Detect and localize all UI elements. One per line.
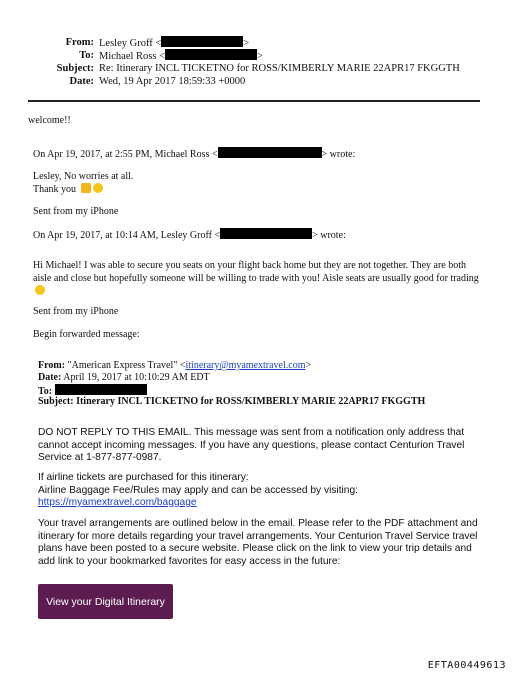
forwarded-from-row <box>38 360 311 372</box>
forwarded-subject-value: Itinerary INCL TICKETNO for ROSS/KIMBERLY MARIE 22APR17 FKGGTH <box>76 396 426 407</box>
document-id: EFTA00449613 <box>427 660 506 671</box>
quote-line-2 <box>33 228 346 243</box>
baggage-link[interactable]: https://myamextravel.com/baggage <box>38 497 197 508</box>
quote-2-prefix: On Apr 19, 2017, at 10:14 AM, Lesley Groff < <box>33 230 221 241</box>
sent-from-2: Sent from my iPhone <box>33 306 119 317</box>
redacted-block <box>55 384 147 395</box>
forwarded-to-label: To: <box>38 386 53 397</box>
quote-2-suffix: > wrote: <box>312 230 346 241</box>
header-from-value: Lesley Groff < <box>99 38 162 49</box>
notice-paragraph-1: DO NOT REPLY TO THIS EMAIL. This message was sent from a notification only address that cannot accept incoming messages. If you have any questions, please contact Centurion Travel Service at 1-877-877-0987. <box>38 427 465 463</box>
forwarded-from-close: > <box>305 360 312 371</box>
header-to-value: Michael Ross < <box>99 51 165 62</box>
notice-para2-line1: If airline tickets are purchased for this itinerary: <box>38 472 249 483</box>
reply-2-body: Hi Michael! I was able to secure you seats on your flight back home but they are not together. They are both aisle and close but hopefully someone will be willing to trade with you! Aisle seats are usually good for trading <box>33 260 479 284</box>
quote-line-1 <box>33 147 355 162</box>
smile-emoji-icon <box>93 183 103 193</box>
notice-para2-line2: Airline Baggage Fee/Rules may apply and can be accessed by visiting: <box>38 484 358 496</box>
notice-paragraph-2 <box>38 472 488 510</box>
header-from-close: > <box>243 38 250 49</box>
header-subject-value: Re: Itinerary INCL TICKETNO for ROSS/KIMBERLY MARIE 22APR17 FKGGTH <box>99 63 460 74</box>
forwarded-date-value: April 19, 2017 at 10:10:29 AM EDT <box>63 372 210 383</box>
redacted-block <box>165 49 257 60</box>
quote-1-suffix: > wrote: <box>321 149 356 160</box>
forwarded-date-label: Date: <box>38 372 62 383</box>
begin-forwarded: Begin forwarded message: <box>33 329 140 340</box>
forwarded-from-label: From: <box>38 360 66 371</box>
reply-1-line-1: Lesley, No worries at all. <box>33 171 134 182</box>
quote-1-prefix: On Apr 19, 2017, at 2:55 PM, Michael Ross < <box>33 149 218 160</box>
view-digital-itinerary-button[interactable]: View your Digital Itinerary <box>38 584 173 619</box>
header-subject-label: Subject: <box>56 63 94 74</box>
forwarded-from-value: "American Express Travel" < <box>67 360 186 371</box>
wink-emoji-icon <box>35 285 45 295</box>
header-to-close: > <box>257 51 263 62</box>
redacted-block <box>220 228 312 239</box>
sent-from-1: Sent from my iPhone <box>33 206 119 217</box>
reply-2-text <box>33 260 481 299</box>
thumbs-up-emoji-icon <box>81 183 91 193</box>
header-from-label: From: <box>65 37 94 48</box>
header-divider <box>28 100 480 102</box>
welcome-text: welcome!! <box>28 115 71 126</box>
header-date-label: Date: <box>69 76 94 87</box>
forwarded-subject-label: Subject: <box>38 396 74 407</box>
reply-1-line-2 <box>33 183 103 197</box>
forwarded-subject-row <box>38 396 425 408</box>
forwarded-date-row <box>38 372 210 384</box>
redacted-block <box>218 147 322 158</box>
notice-paragraph-3: Your travel arrangements are outlined below in the email. Please refer to the PDF attachment and itinerary for more details regarding your travel arrangements. Your Centurion Travel Service travel plans have been posted to a secure website. Please click on the link to view your trip details and add link to your bookmarked favorites for easy access in the future: <box>38 518 478 567</box>
reply-1-thanks: Thank you <box>33 184 77 195</box>
header-date-value: Wed, 19 Apr 2017 18:59:33 +0000 <box>99 76 246 87</box>
header-to-label: To: <box>79 50 94 61</box>
redacted-block <box>161 36 243 47</box>
forwarded-from-email-link[interactable]: itinerary@myamextravel.com <box>185 360 306 371</box>
